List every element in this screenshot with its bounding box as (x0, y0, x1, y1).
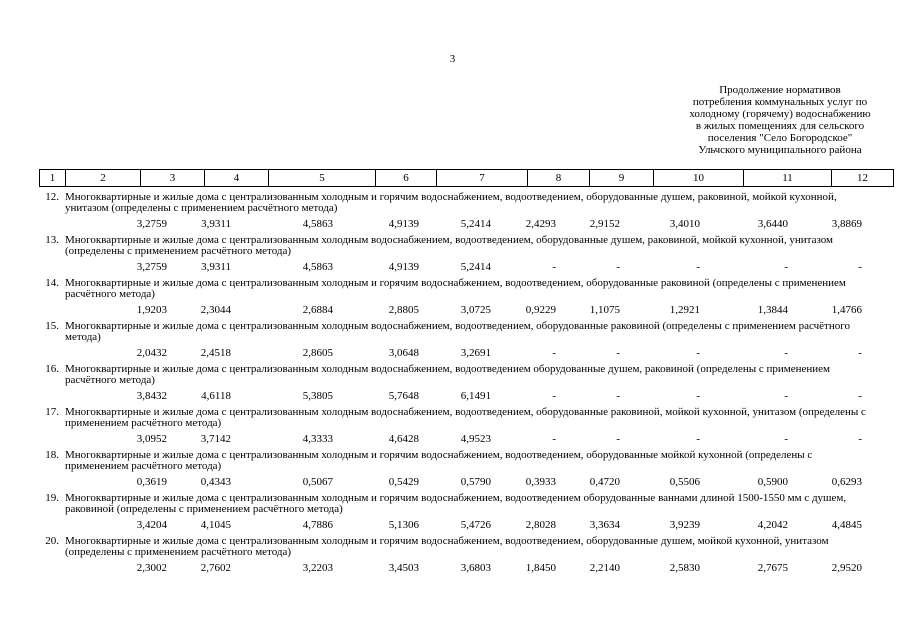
value-cell: 3,2203 (302, 562, 333, 574)
column-number: 7 (437, 170, 528, 187)
value-cell: 4,9139 (388, 218, 419, 230)
value-cell: 2,9520 (831, 562, 862, 574)
heading-line: потребления коммунальных услуг по (692, 96, 868, 108)
column-number-header (39, 169, 894, 187)
value-cell: 4,9139 (388, 261, 419, 273)
value-cell: - (696, 390, 700, 402)
value-cell: 2,8028 (525, 519, 556, 531)
value-cell: 3,6440 (757, 218, 788, 230)
column-number: 9 (590, 170, 654, 187)
column-number: 12 (832, 170, 894, 187)
row-description: Многоквартирные и жилые дома с централизованным холодным водоснабжением, водоотведением, оборудованные раковиной (определены с применением расчётного метода) (65, 320, 850, 343)
value-cell: - (616, 390, 620, 402)
value-cell: 3,8869 (831, 218, 862, 230)
value-cell: - (696, 347, 700, 359)
value-cell: - (858, 347, 862, 359)
column-number: 11 (744, 170, 832, 187)
row-description: Многоквартирные и жилые дома с централизованным холодным водоснабжением, водоотведением, оборудованные душем, раковиной, мойкой кухонной, унитазом (определены с применением расчётного метода) (65, 234, 834, 257)
table-row (0, 364, 905, 405)
row-number: 12. (45, 191, 59, 203)
value-cell: 5,4726 (460, 519, 491, 531)
value-cell: 3,2759 (136, 261, 167, 273)
table-row (0, 192, 905, 233)
value-cell: - (616, 261, 620, 273)
heading-line: поселения "Село Богородское" (707, 132, 853, 144)
value-cell: 0,5506 (669, 476, 700, 488)
row-description: Многоквартирные и жилые дома с централизованным холодным и горячим водоснабжением, водоотведением оборудованные ваннами длиной 1500-1550 мм с душем, раковиной (определены с применением расчётного метода) (65, 492, 847, 515)
value-cell: 4,1045 (200, 519, 231, 531)
row-number: 20. (45, 535, 59, 547)
column-number: 2 (66, 170, 141, 187)
value-cell: 1,4766 (831, 304, 862, 316)
value-cell: - (696, 433, 700, 445)
value-cell: 4,5863 (302, 218, 333, 230)
value-cell: - (552, 261, 556, 273)
value-cell: - (552, 433, 556, 445)
value-cell: 1,1075 (589, 304, 620, 316)
value-cell: 0,4343 (200, 476, 231, 488)
value-cell: 2,3002 (136, 562, 167, 574)
value-cell: - (858, 433, 862, 445)
value-cell: 3,0648 (388, 347, 419, 359)
value-cell: 4,6118 (201, 390, 231, 402)
value-cell: 4,4845 (831, 519, 862, 531)
value-cell: - (552, 390, 556, 402)
heading-line: холодному (горячему) водоснабжению (689, 108, 871, 120)
value-cell: 0,3933 (525, 476, 556, 488)
row-description: Многоквартирные и жилые дома с централизованным холодным и горячим водоснабжением, водоотведением, оборудованные душем, мойкой кухонной, унитазом (определены с применением расчётного метода) (65, 535, 829, 558)
table-row (0, 407, 905, 448)
value-cell: 0,9229 (525, 304, 556, 316)
column-number: 1 (40, 170, 66, 187)
value-cell: - (784, 261, 788, 273)
column-number: 6 (376, 170, 437, 187)
row-description: Многоквартирные и жилые дома с централизованным холодным водоснабжением, водоотведением, оборудованные раковиной, мойкой кухонной, унитазом (определены с применением расчётного метода) (65, 406, 866, 429)
table-row (0, 235, 905, 276)
table-row (0, 278, 905, 319)
table-row (0, 493, 905, 534)
heading-line: Ульчского муниципального района (698, 144, 862, 156)
value-cell: 5,7648 (388, 390, 419, 402)
value-cell: - (784, 390, 788, 402)
value-cell: 0,6293 (831, 476, 862, 488)
value-cell: - (784, 433, 788, 445)
value-cell: 5,2414 (460, 261, 491, 273)
row-number: 16. (45, 363, 59, 375)
value-cell: 2,3044 (200, 304, 231, 316)
row-description: Многоквартирные и жилые дома с централизованным холодным и горячим водоснабжением, водоотведением, оборудованные мойкой кухонной (определены с применением расчётного метода) (65, 449, 813, 472)
value-cell: - (552, 347, 556, 359)
value-cell: 2,6884 (302, 304, 333, 316)
value-cell: 5,2414 (460, 218, 491, 230)
value-cell: 2,5830 (669, 562, 700, 574)
value-cell: - (616, 433, 620, 445)
norms-table-body (0, 192, 905, 579)
value-cell: 6,1491 (460, 390, 491, 402)
column-number: 5 (269, 170, 376, 187)
value-cell: 3,0725 (460, 304, 491, 316)
heading-line: Продолжение нормативов (719, 84, 841, 96)
value-cell: - (858, 261, 862, 273)
value-cell: 3,4503 (388, 562, 419, 574)
value-cell: - (858, 390, 862, 402)
value-cell: 1,8450 (525, 562, 556, 574)
value-cell: 0,5429 (388, 476, 419, 488)
value-cell: 5,1306 (388, 519, 419, 531)
value-cell: 1,9203 (136, 304, 167, 316)
value-cell: 0,5900 (757, 476, 788, 488)
value-cell: 3,6803 (460, 562, 491, 574)
table-row (0, 536, 905, 577)
value-cell: 2,8605 (302, 347, 333, 359)
value-cell: 4,5863 (302, 261, 333, 273)
column-number: 3 (141, 170, 205, 187)
value-cell: 3,9239 (669, 519, 700, 531)
value-cell: 5,3805 (302, 390, 333, 402)
page-number: 3 (449, 53, 456, 65)
column-number: 8 (528, 170, 590, 187)
value-cell: 2,2140 (589, 562, 620, 574)
row-number: 18. (45, 449, 59, 461)
row-description: Многоквартирные и жилые дома с централизованным холодным и горячим водоснабжением, водоотведением, оборудованные душем, раковиной, мойкой кухонной, унитазом (определены с применением расчётного метода) (65, 191, 837, 214)
row-number: 19. (45, 492, 59, 504)
value-cell: 4,9523 (460, 433, 491, 445)
value-cell: - (696, 261, 700, 273)
heading-line: в жилых помещениях для сельского (695, 120, 865, 132)
value-cell: 3,9311 (201, 261, 231, 273)
value-cell: 2,7675 (757, 562, 788, 574)
column-number: 4 (205, 170, 269, 187)
value-cell: 3,7142 (200, 433, 231, 445)
row-number: 14. (45, 277, 59, 289)
value-cell: 0,4720 (589, 476, 620, 488)
value-cell: 3,2691 (460, 347, 491, 359)
table-row (0, 321, 905, 362)
value-cell: 1,2921 (669, 304, 700, 316)
value-cell: 3,8432 (136, 390, 167, 402)
value-cell: 0,5067 (302, 476, 333, 488)
value-cell: 3,0952 (136, 433, 167, 445)
value-cell: 1,3844 (757, 304, 788, 316)
row-number: 17. (45, 406, 59, 418)
value-cell: 3,4204 (136, 519, 167, 531)
value-cell: 2,8805 (388, 304, 419, 316)
document-heading (640, 84, 905, 156)
value-cell: 4,3333 (302, 433, 333, 445)
value-cell: 2,7602 (200, 562, 231, 574)
row-description: Многоквартирные и жилые дома с централизованным холодным и горячим водоснабжением, водоотведением, оборудованные раковиной (определены с применением расчётного метода) (65, 277, 846, 300)
value-cell: - (784, 347, 788, 359)
value-cell: 2,9152 (589, 218, 620, 230)
value-cell: 2,4293 (525, 218, 556, 230)
value-cell: 4,2042 (757, 519, 788, 531)
row-number: 15. (45, 320, 59, 332)
value-cell: 0,5790 (460, 476, 491, 488)
value-cell: 0,3619 (136, 476, 167, 488)
column-number: 10 (654, 170, 744, 187)
row-description: Многоквартирные и жилые дома с централизованным холодным водоснабжением, водоотведением оборудованные душем, раковиной (определены с применением расчётного метода) (65, 363, 830, 386)
value-cell: 3,2759 (136, 218, 167, 230)
value-cell: - (616, 347, 620, 359)
value-cell: 4,6428 (388, 433, 419, 445)
value-cell: 3,3634 (589, 519, 620, 531)
value-cell: 4,7886 (302, 519, 333, 531)
value-cell: 3,4010 (669, 218, 700, 230)
row-number: 13. (45, 234, 59, 246)
value-cell: 2,0432 (136, 347, 167, 359)
value-cell: 3,9311 (201, 218, 231, 230)
table-row (0, 450, 905, 491)
value-cell: 2,4518 (200, 347, 231, 359)
